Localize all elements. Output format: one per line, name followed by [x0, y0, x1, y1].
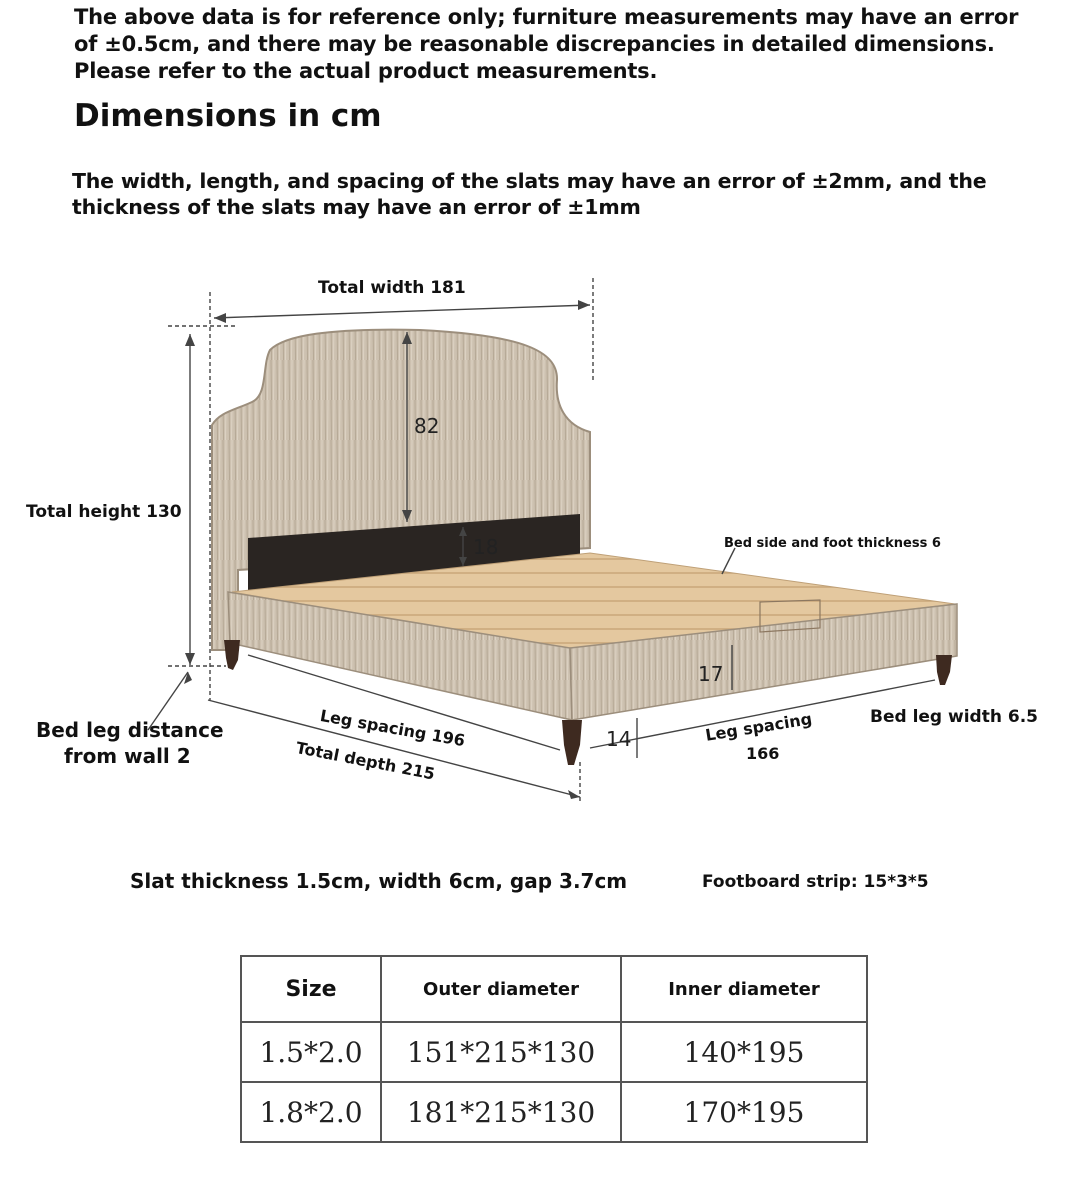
slat-specs-note: Slat thickness 1.5cm, width 6cm, gap 3.7cm — [130, 869, 628, 893]
disclaimer-text: The above data is for reference only; furniture measurements may have an error of ±0.5cm, and there may be reasonable discrepancies in detailed dimensions. Please refer to the actual product measurements. — [74, 5, 1019, 83]
table-cell-outer: 181*215*130 — [381, 1082, 621, 1142]
table-cell-size: 1.8*2.0 — [241, 1082, 381, 1142]
slat-tolerance-note: The width, length, and spacing of the slats may have an error of ±2mm, and the thickness of the slats may have an error of ±1mm — [72, 169, 987, 219]
leg-front-left — [562, 720, 582, 765]
backboard-height-value: 18 — [473, 535, 499, 559]
leg-spacing-short-value: 166 — [746, 744, 780, 763]
leg-back-left — [224, 640, 240, 670]
table-cell-outer: 151*215*130 — [381, 1022, 621, 1082]
table-cell-inner: 170*195 — [621, 1082, 867, 1142]
frame-height-value: 17 — [698, 662, 724, 686]
section-title: Dimensions in cm — [74, 98, 382, 134]
wall-distance-label-1: Bed leg distance — [36, 718, 224, 742]
total-height-label: Total height 130 — [26, 502, 182, 522]
leg-height-value: 14 — [606, 727, 632, 751]
table-row — [241, 1022, 867, 1082]
table-cell-size: 1.5*2.0 — [241, 1022, 381, 1082]
table-cell-inner: 140*195 — [621, 1022, 867, 1082]
table-header-outer: Outer diameter — [381, 956, 621, 1022]
size-table — [240, 955, 868, 1143]
table-row — [241, 1082, 867, 1142]
side-thickness-label: Bed side and foot thickness 6 — [724, 536, 941, 551]
leg-front-right — [936, 655, 952, 685]
headboard-height-value: 82 — [414, 414, 440, 438]
leg-spacing-long-label: Leg spacing 196 — [318, 706, 467, 751]
wall-distance-label-2: from wall 2 — [64, 744, 191, 768]
table-header-size: Size — [241, 956, 381, 1022]
table-header-inner: Inner diameter — [621, 956, 867, 1022]
leg-spacing-short-label: Leg spacing — [704, 709, 814, 745]
total-depth-label: Total depth 215 — [294, 738, 437, 784]
table-header-row — [241, 956, 867, 1022]
total-width-label: Total width 181 — [318, 278, 466, 298]
footboard-strip-note: Footboard strip: 15*3*5 — [702, 872, 929, 892]
leg-width-label: Bed leg width 6.5 — [870, 707, 1038, 727]
